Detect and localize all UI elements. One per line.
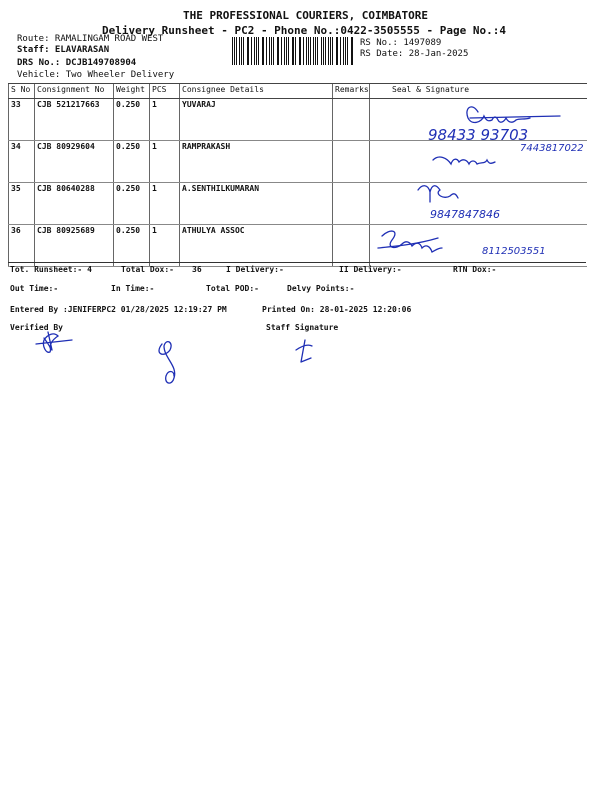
- route: Route: RAMALINGAM ROAD WEST: [17, 34, 164, 44]
- divider: [8, 262, 586, 263]
- cell-weight: 0.250: [114, 99, 150, 141]
- cell-consignee: ATHULYA ASSOC: [180, 225, 333, 267]
- cell-consignee: YUVARAJ: [180, 99, 333, 141]
- rtn-dox: RTN Dox:-: [453, 265, 497, 274]
- signature-scribble: [433, 157, 495, 164]
- cell-consignment: CJB 521217663: [35, 99, 114, 141]
- cell-consignee: A.SENTHILKUMARAN: [180, 183, 333, 225]
- staff: Staff: ELAVARASAN: [17, 45, 110, 55]
- drs-number: DRS No.: DCJB149708904: [17, 58, 137, 68]
- handwritten-phone: 98433 93703: [428, 126, 529, 144]
- handwritten-phone: 8112503551: [482, 246, 546, 257]
- col-sno: S No: [9, 84, 35, 99]
- cell-consignee: RAMPRAKASH: [180, 141, 333, 183]
- delvy-points: Delvy Points:-: [287, 284, 355, 293]
- cell-pcs: 1: [150, 99, 180, 141]
- col-consignee: Consignee Details: [180, 84, 333, 99]
- printed-on: Printed On: 28-01-2025 12:20:06: [262, 305, 412, 314]
- total-pod: Total POD:-: [206, 284, 259, 293]
- cell-pcs: 1: [150, 141, 180, 183]
- col-weight: Weight: [114, 84, 150, 99]
- staff-signature: [296, 340, 312, 362]
- col-remarks: Remarks: [333, 84, 370, 99]
- signature-scribble: [382, 231, 442, 252]
- cell-sno: 36: [9, 225, 35, 267]
- rs-date: RS Date: 28-Jan-2025: [360, 49, 469, 59]
- out-time: Out Time:-: [10, 284, 59, 293]
- cell-consignment: CJB 80929604: [35, 141, 114, 183]
- staff-signature-label: Staff Signature: [266, 323, 339, 332]
- cell-weight: 0.250: [114, 225, 150, 267]
- vehicle: Vehicle: Two Wheeler Delivery: [17, 70, 175, 80]
- col-pcs: PCS: [150, 84, 180, 99]
- cell-pcs: 1: [150, 225, 180, 267]
- cell-sno: 34: [9, 141, 35, 183]
- company-title: THE PROFESSIONAL COURIERS, COIMBATORE: [183, 9, 429, 22]
- total-dox-value: 36: [192, 265, 202, 274]
- staff-initial-signature: [159, 342, 175, 383]
- cell-weight: 0.250: [114, 141, 150, 183]
- cell-pcs: 1: [150, 183, 180, 225]
- handwritten-phone: 7443817022: [520, 143, 584, 154]
- rs-number: RS No.: 1497089: [360, 38, 442, 48]
- ii-delivery: II Delivery:-: [339, 265, 402, 274]
- i-delivery: I Delivery:-: [226, 265, 284, 274]
- cell-weight: 0.250: [114, 183, 150, 225]
- cell-consignment: CJB 80640288: [35, 183, 114, 225]
- handwritten-phone: 9847847846: [430, 208, 500, 221]
- tot-runsheet: Tot. Runsheet:- 4: [10, 265, 92, 274]
- verified-signature: [36, 332, 72, 352]
- in-time: In Time:-: [111, 284, 155, 293]
- verified-by: Verified By: [10, 323, 63, 332]
- col-consignment: Consignment No: [35, 84, 114, 99]
- total-dox-label: Total Dox:-: [121, 265, 174, 274]
- col-seal: Seal & Signature: [370, 84, 587, 99]
- signature-scribble: [467, 107, 530, 123]
- runsheet-line: Delivery Runsheet - PC2 - Phone No.:0422-3505555 - Page No.:4: [102, 24, 506, 37]
- cell-sno: 35: [9, 183, 35, 225]
- cell-sno: 33: [9, 99, 35, 141]
- signature-scribble: [418, 186, 458, 202]
- cell-consignment: CJB 80925689: [35, 225, 114, 267]
- entered-by: Entered By :JENIFERPC2 01/28/2025 12:19:27 PM: [10, 305, 227, 314]
